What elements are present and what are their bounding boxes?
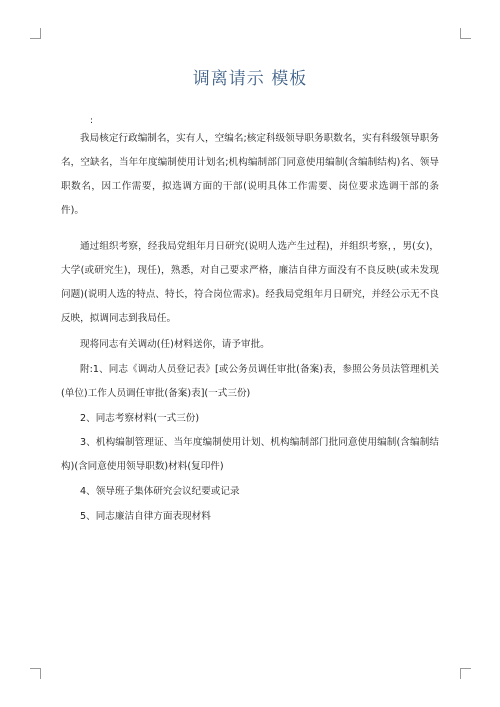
attachment-item-3 xyxy=(61,431,439,479)
paragraph-text: 现将同志有关调动(任)材料送你，请予审批。 xyxy=(80,339,270,350)
attachment-item-2 xyxy=(61,407,439,431)
attachment-text: 4、领导班子集体研究会议纪要或记录 xyxy=(80,486,240,497)
attachment-text: 附:1、同志《调动人员登记表》[或公务员调任审批(备案)表，参照公务员法管理机关(单位)工作人员调任审批(备案)表](一式三份) xyxy=(61,364,439,399)
paragraph-text: 我局核定行政编制名，实有人，空编名;核定科级领导职务职数名，实有科级领导职务名，空缺名，当年年度编制使用计划名;机构编制部门同意使用编制(含编制结构)名、领导职数名，因工作需要，拟选调方面的干部(说明具体工作需要、岗位要求选调干部的条件)。 xyxy=(61,133,439,216)
attachment-item-4 xyxy=(61,480,439,504)
crop-mark-top-left xyxy=(30,28,41,39)
paragraph-text: 通过组织考察，经我局党组年月日研究(说明人选产生过程)，并组织考察，，男(女)，大学(或研究生)，现任)，熟悉，对自己要求严格，廉洁自律方面没有不良反映(或未发现问题)(说明人选的特点、特长，符合岗位需求)。经我局党组年月日研究，并经公示无不良反映，拟调同志到我局任。 xyxy=(61,241,439,324)
paragraph-inspection xyxy=(61,235,439,331)
attachment-text: 2、同志考察材料(一式三份) xyxy=(80,413,200,424)
crop-mark-bottom-left xyxy=(30,668,41,679)
attachment-text: 5、同志廉洁自律方面表现材料 xyxy=(80,511,211,522)
attachment-item-1 xyxy=(61,358,439,406)
attachment-text: 3、机构编制管理证、当年度编制使用计划、机构编制部门批同意使用编制(含编制结构)(含同意使用领导职数)材料(复印件) xyxy=(61,437,439,472)
crop-mark-bottom-right xyxy=(460,668,471,679)
salutation: : xyxy=(90,116,94,126)
crop-mark-top-right xyxy=(460,28,471,39)
paragraph-staffing xyxy=(61,127,439,223)
document-title: 调离请示 模板 xyxy=(192,69,308,89)
paragraph-submission xyxy=(61,333,439,357)
attachment-item-5 xyxy=(61,505,439,529)
